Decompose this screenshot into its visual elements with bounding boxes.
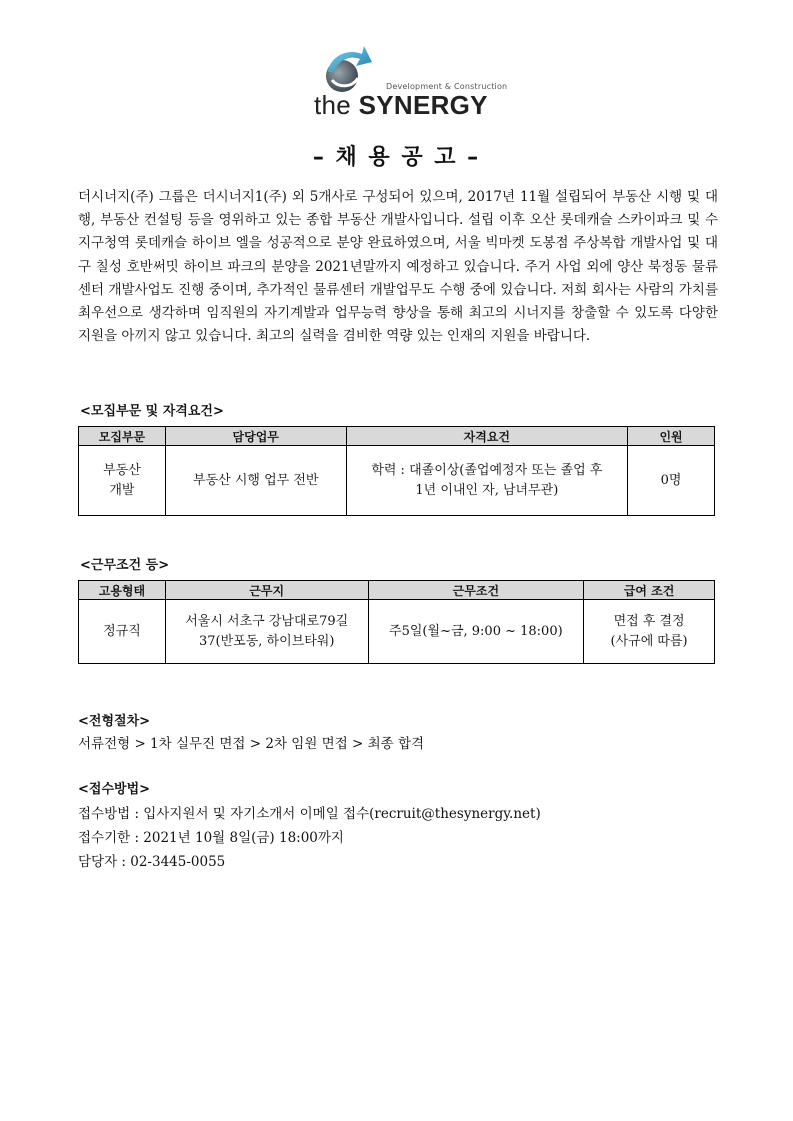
intro-paragraph: 더시너지(주) 그룹은 더시너지1(주) 외 5개사로 구성되어 있으며, 2017년 11월 설립되어 부동산 시행 및 대행, 부동산 컨설팅 등을 영위하고 있는 종합 부동산 개발사입니다. 설립 이후 오산 롯데캐슬 스카이파크 및 수지구청역 롯데캐슬 하이브 엘을 성공적으로 분양 완료하였으며, 서울 빅마켓 도봉점 주상복합 개발사업 및 대구 칠성 호반써밋 하이브 파크의 분양을 2021년말까지 예정하고 있습니다. 주거 사업 외에 양산 북정동 물류센터 개발사업도 진행 중이며, 추가적인 물류센터 개발업무도 수행 중에 있습니다. 저희 회사는 사람의 가치를 최우선으로 생각하며 임직원의 자기계발과 업무능력 향상을 통해 최고의 시너지를 창출할 수 있도록 다양한 지원을 아끼지 않고 있습니다. 최고의 실력을 겸비한 역량 있는 인재의 지원을 바랍니다. xyxy=(78,189,718,345)
recruit-header-cell: 인원 xyxy=(628,427,715,446)
logo-wordmark-main: SYNERGY xyxy=(358,90,488,120)
work-pay-cell xyxy=(584,600,715,664)
recruit-field-cell xyxy=(79,446,166,516)
apply-deadline: 접수기한 : 2021년 10월 8일(금) 18:00까지 xyxy=(78,830,344,846)
logo-subtitle: Development & Construction xyxy=(386,82,508,91)
recruit-header-cell: 자격요건 xyxy=(346,427,628,446)
table-row xyxy=(79,600,715,664)
logo-wordmark-prefix: the xyxy=(314,90,359,120)
work-table xyxy=(78,580,715,664)
recruit-requirement-line: 1년 이내인 자, 남녀무관) xyxy=(415,482,559,498)
table-row xyxy=(79,446,715,516)
recruit-duty-cell: 부동산 시행 업무 전반 xyxy=(165,446,346,516)
recruit-table xyxy=(78,426,715,516)
recruit-requirement-cell xyxy=(346,446,628,516)
work-header-cell: 급여 조건 xyxy=(584,581,715,600)
work-pay-line: (사규에 따름) xyxy=(610,633,688,649)
work-header-cell: 근무조건 xyxy=(368,581,584,600)
recruit-requirement-line: 학력 : 대졸이상(졸업예정자 또는 졸업 후 xyxy=(371,462,603,478)
work-table-header xyxy=(79,581,715,600)
recruit-header-cell: 모집부문 xyxy=(79,427,166,446)
process-heading: <전형절차> xyxy=(78,714,151,729)
work-header-cell: 고용형태 xyxy=(79,581,166,600)
work-location-line: 서울시 서초구 강남대로79길 xyxy=(185,613,349,629)
page-title: – 채 용 공 고 – xyxy=(312,145,481,170)
work-hours-cell: 주5일(월~금, 9:00 ~ 18:00) xyxy=(368,600,584,664)
work-heading: <근무조건 등> xyxy=(80,558,170,573)
work-location-line: 37(반포동, 하이브타워) xyxy=(198,633,335,649)
work-location-cell xyxy=(165,600,368,664)
work-type-cell: 정규직 xyxy=(79,600,166,664)
apply-heading: <접수방법> xyxy=(78,782,151,797)
recruit-header-cell: 담당업무 xyxy=(165,427,346,446)
logo-wordmark xyxy=(314,90,488,121)
recruit-count-cell: 0명 xyxy=(628,446,715,516)
work-pay-line: 면접 후 결정 xyxy=(613,613,685,629)
work-header-cell: 근무지 xyxy=(165,581,368,600)
recruit-heading: <모집부문 및 자격요건> xyxy=(80,404,224,419)
apply-contact: 담당자 : 02-3445-0055 xyxy=(78,854,226,870)
apply-method: 접수방법 : 입사지원서 및 자기소개서 이메일 접수(recruit@thesynergy.net) xyxy=(78,806,541,822)
company-logo xyxy=(300,38,508,120)
recruit-table-header xyxy=(79,427,715,446)
recruit-field-line: 부동산 xyxy=(103,462,141,478)
recruit-field-line: 개발 xyxy=(109,482,135,498)
process-text: 서류전형 > 1차 실무진 면접 > 2차 임원 면접 > 최종 합격 xyxy=(78,736,425,752)
